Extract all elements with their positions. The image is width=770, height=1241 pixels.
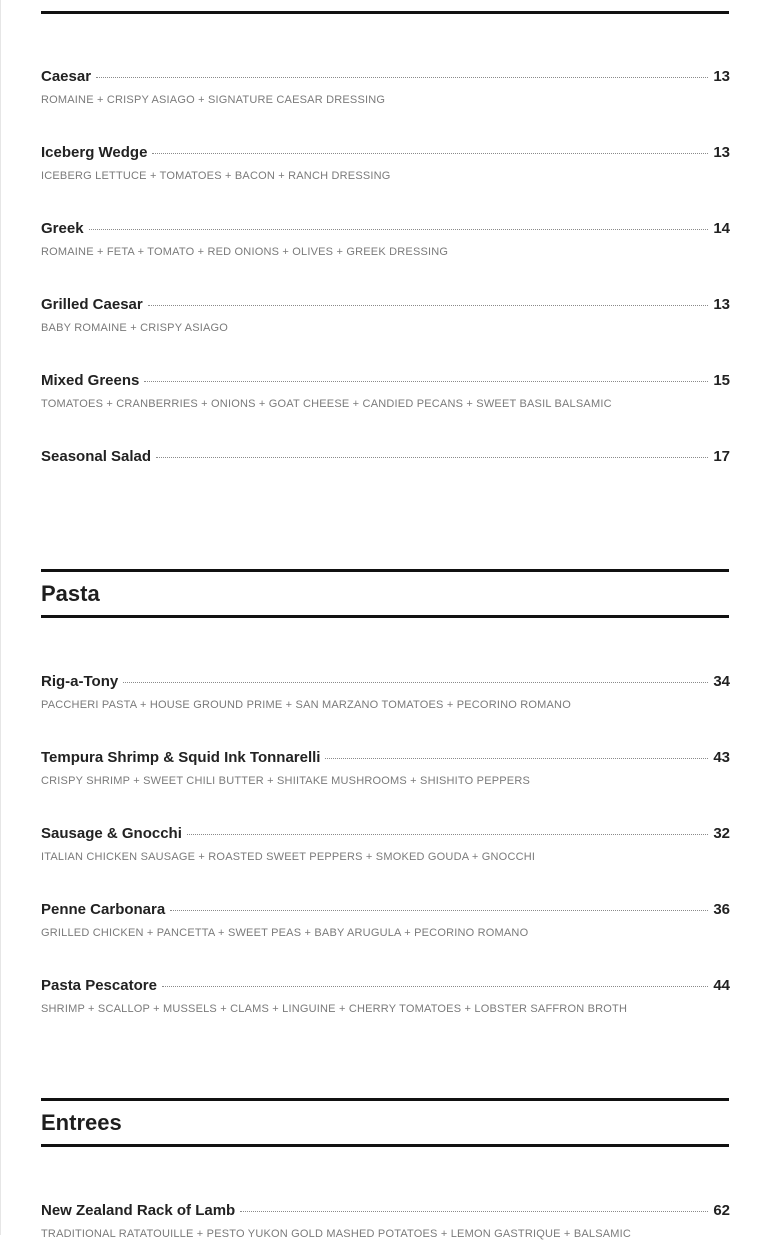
dot-leader [187, 834, 708, 835]
dot-leader [170, 910, 708, 911]
menu-item-mixed-greens [41, 371, 730, 411]
dot-leader [144, 381, 708, 382]
menu-item-penne-carbonara [41, 900, 730, 940]
item-description: PACCHERI PASTA + HOUSE GROUND PRIME + SAN MARZANO TOMATOES + PECORINO ROMANO [41, 699, 571, 711]
item-description: ITALIAN CHICKEN SAUSAGE + ROASTED SWEET PEPPERS + SMOKED GOUDA + GNOCCHI [41, 851, 536, 863]
menu-item-pasta-pescatore [41, 976, 730, 1016]
item-description: ROMAINE + CRISPY ASIAGO + SIGNATURE CAESAR DRESSING [41, 94, 386, 106]
dot-leader [123, 682, 708, 683]
item-description: ROMAINE + FETA + TOMATO + RED ONIONS + OLIVES + GREEK DRESSING [41, 246, 449, 258]
page-edge [0, 0, 1, 1235]
section-rule-top-entrees [41, 1098, 729, 1101]
menu-item-caesar [41, 67, 730, 107]
item-price: 32 [713, 825, 730, 842]
section-rule-bottom-entrees [41, 1144, 729, 1147]
section-rule-bottom-salads [41, 11, 729, 14]
item-name: Penne Carbonara [41, 901, 166, 918]
item-price: 13 [713, 296, 730, 313]
item-name: Iceberg Wedge [41, 144, 148, 161]
dot-leader [96, 77, 708, 78]
dot-leader [240, 1211, 708, 1212]
item-price: 15 [713, 372, 730, 389]
item-price: 13 [713, 144, 730, 161]
section-title-pasta: Pasta [41, 581, 100, 606]
item-name: Pasta Pescatore [41, 977, 157, 994]
item-description: GRILLED CHICKEN + PANCETTA + SWEET PEAS + BABY ARUGULA + PECORINO ROMANO [41, 927, 529, 939]
item-name: Caesar [41, 68, 92, 85]
item-price: 14 [713, 220, 730, 237]
item-description: TRADITIONAL RATATOUILLE + PESTO YUKON GOLD MASHED POTATOES + LEMON GASTRIQUE + BALSAMIC [41, 1228, 632, 1240]
section-rule-bottom-pasta [41, 615, 729, 618]
item-name: Seasonal Salad [41, 448, 152, 465]
menu-item-tempura-shrimp [41, 748, 730, 788]
item-description: CRISPY SHRIMP + SWEET CHILI BUTTER + SHIITAKE MUSHROOMS + SHISHITO PEPPERS [41, 775, 531, 787]
dot-leader [152, 153, 708, 154]
dot-leader [148, 305, 709, 306]
dot-leader [162, 986, 708, 987]
item-price: 13 [713, 68, 730, 85]
item-price: 34 [713, 673, 730, 690]
item-name: Mixed Greens [41, 372, 140, 389]
item-price: 36 [713, 901, 730, 918]
item-name: Grilled Caesar [41, 296, 143, 313]
menu-item-new-zealand-rack-of-lamb [41, 1201, 730, 1241]
item-name: Greek [41, 220, 84, 237]
item-description: TOMATOES + CRANBERRIES + ONIONS + GOAT CHEESE + CANDIED PECANS + SWEET BASIL BALSAMIC [41, 398, 612, 410]
item-price: 17 [713, 448, 730, 465]
item-description: SHRIMP + SCALLOP + MUSSELS + CLAMS + LINGUINE + CHERRY TOMATOES + LOBSTER SAFFRON BROTH [41, 1003, 628, 1015]
menu-item-seasonal-salad [41, 447, 730, 467]
item-description: ICEBERG LETTUCE + TOMATOES + BACON + RANCH DRESSING [41, 170, 391, 182]
section-title-entrees: Entrees [41, 1110, 122, 1135]
item-description: BABY ROMAINE + CRISPY ASIAGO [41, 322, 229, 334]
item-name: Rig-a-Tony [41, 673, 119, 690]
menu-item-sausage-gnocchi [41, 824, 730, 864]
menu-item-grilled-caesar [41, 295, 730, 335]
dot-leader [156, 457, 708, 458]
item-price: 43 [713, 749, 730, 766]
item-name: New Zealand Rack of Lamb [41, 1202, 236, 1219]
dot-leader [325, 758, 708, 759]
item-price: 44 [713, 977, 730, 994]
item-name: Sausage & Gnocchi [41, 825, 182, 842]
section-rule-top-pasta [41, 569, 729, 572]
menu-item-rig-a-tony [41, 672, 730, 712]
menu-item-greek [41, 219, 730, 259]
menu-item-iceberg-wedge [41, 143, 730, 183]
dot-leader [89, 229, 709, 230]
item-price: 62 [713, 1202, 730, 1219]
item-name: Tempura Shrimp & Squid Ink Tonnarelli [41, 749, 321, 766]
